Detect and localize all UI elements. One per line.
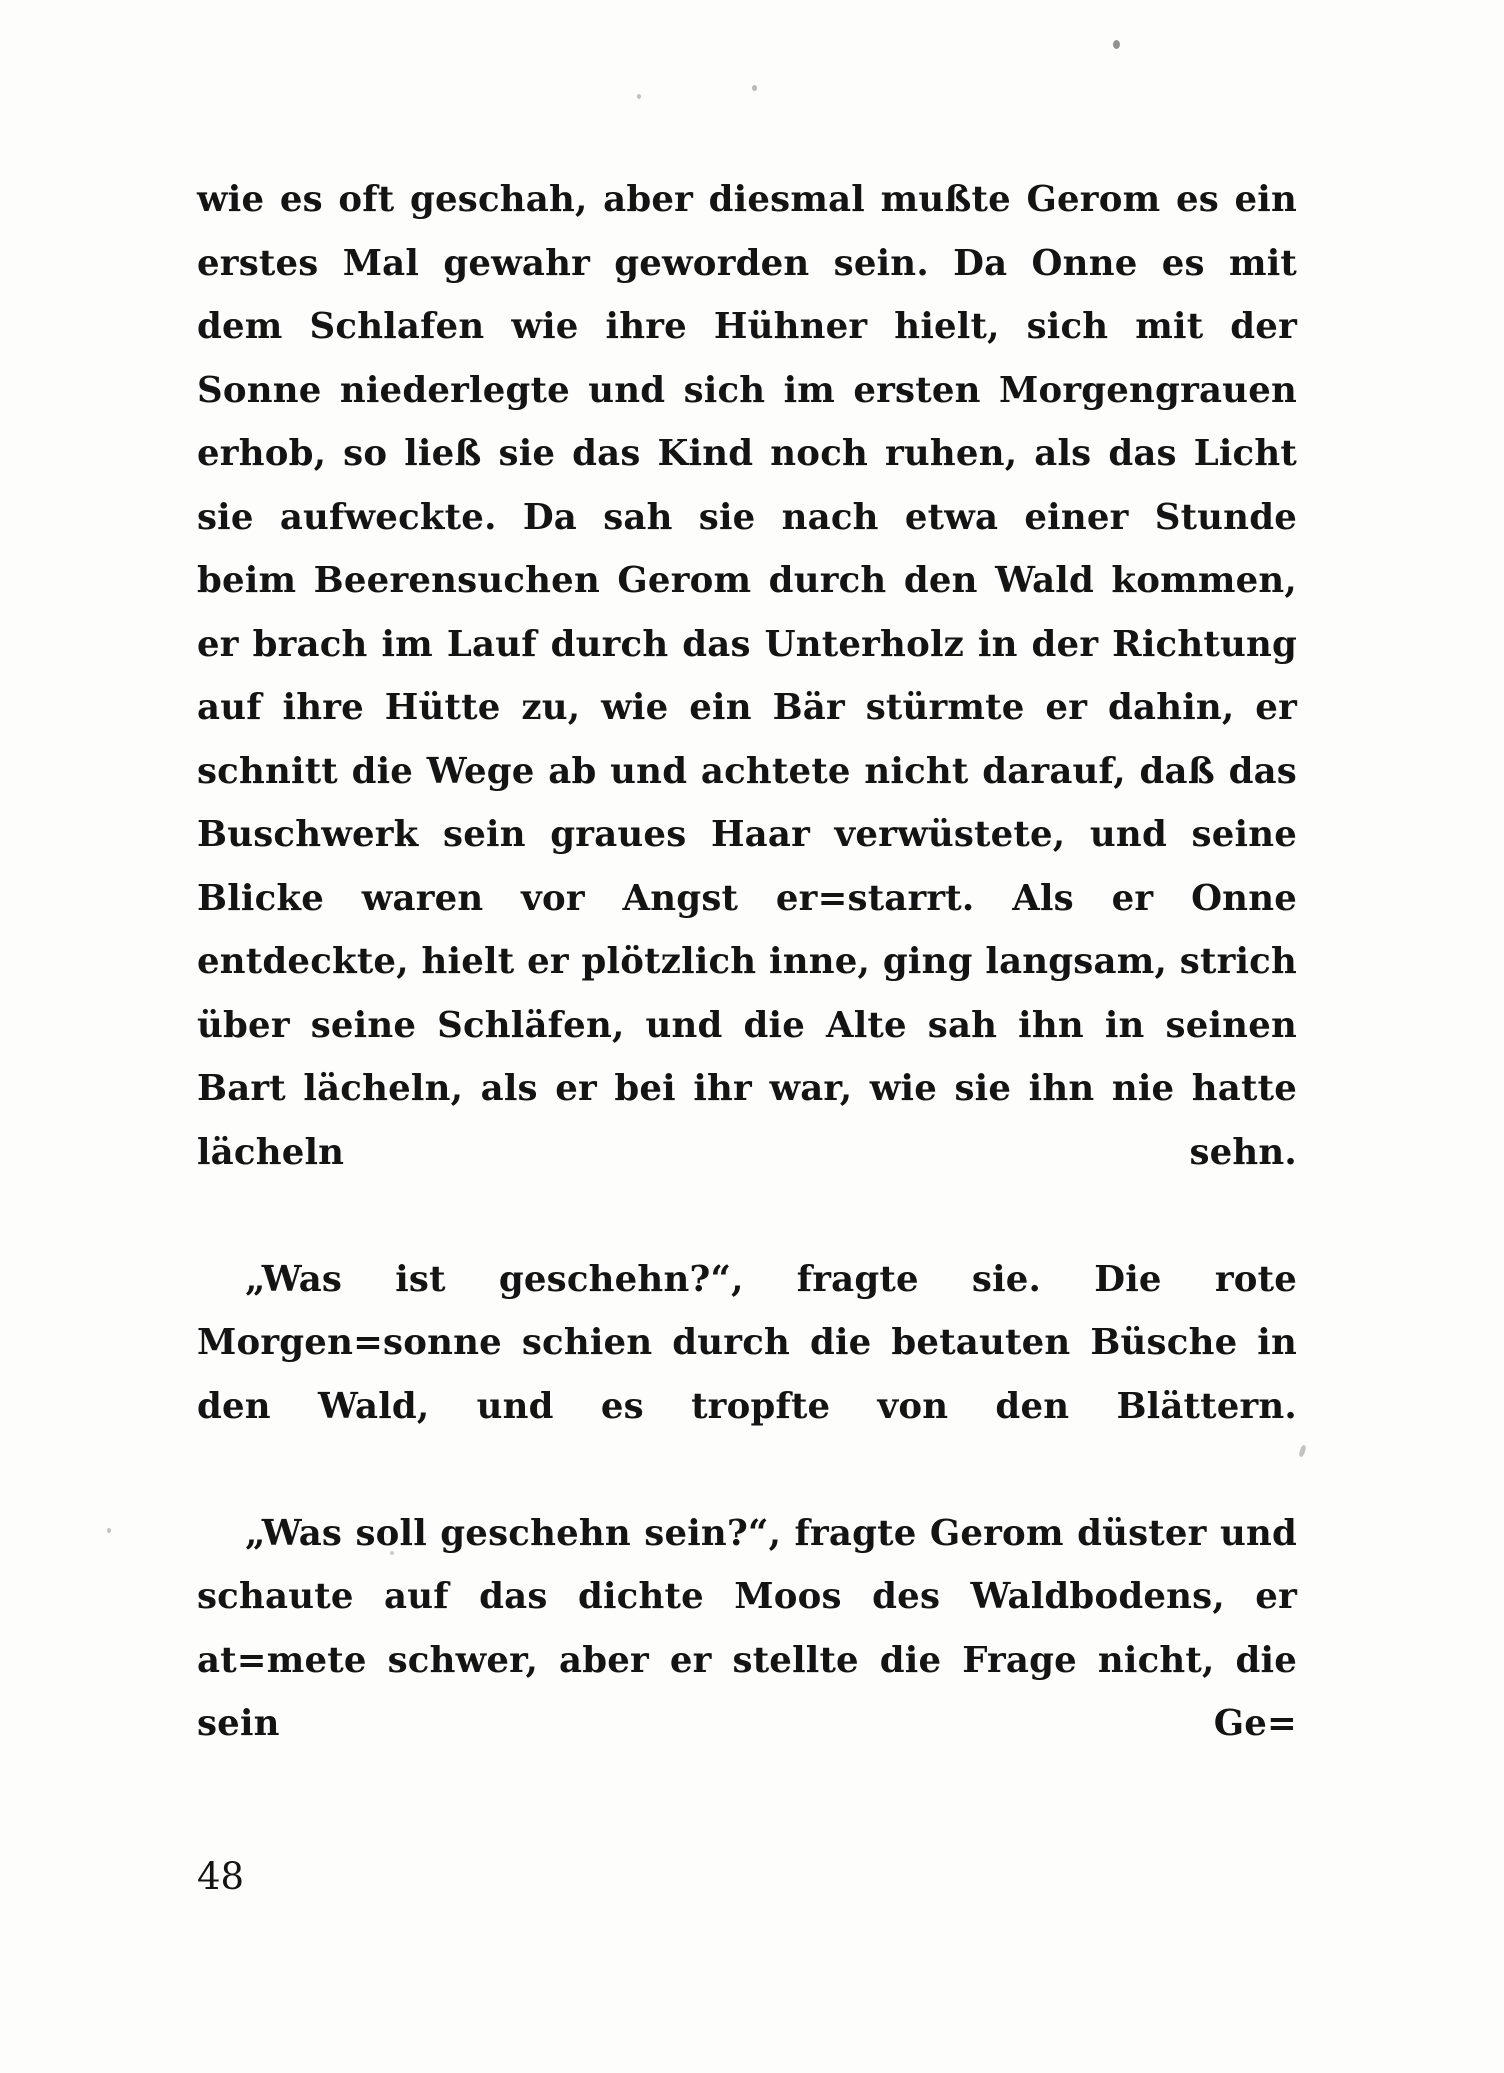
paragraph: „Was ist geschehn?“, fragte sie. Die rote Morgen=sonne schien durch die betauten Büsche in den Wald, und es tropfte von den Blättern. — [197, 1258, 1297, 1427]
scan-speck-icon — [1298, 1445, 1306, 1458]
body-text — [197, 168, 1297, 1819]
page-number: 48 — [197, 1855, 245, 1898]
paragraph: wie es oft geschah, aber diesmal mußte Gerom es ein erstes Mal gewahr geworden sein. Da Onne es mit dem Schlafen wie ihre Hühner hielt, sich mit der Sonne niederlegte und sich im ersten Morgengrauen erhob, so ließ sie das Kind noch ruhen, als das Licht sie aufweckte. Da sah sie nach etwa einer Stunde beim Beerensuchen Gerom durch den Wald kommen, er brach im Lauf durch das Unterholz in der Richtung auf ihre Hütte zu, wie ein Bär stürmte er dahin, er schnitt die Wege ab und achtete nicht darauf, daß das Buschwerk sein graues Haar verwüstete, und seine Blicke waren vor Angst er=starrt. Als er Onne entdeckte, hielt er plötzlich inne, ging langsam, strich über seine Schläfen, und die Alte sah ihn in seinen Bart lächeln, als er bei ihr war, wie sie ihn nie hatte lächeln sehn. — [197, 179, 1297, 1173]
scan-speck-icon — [107, 1528, 111, 1533]
scan-speck-icon — [1113, 40, 1120, 49]
paragraph: „Was soll geschehn sein?“, fragte Gerom düster und schaute auf das dichte Moos des Waldbodens, er at=mete schwer, aber er stellte die Frage nicht, die sein Ge= — [197, 1512, 1297, 1744]
scan-speck-icon — [637, 94, 641, 99]
scan-speck-icon — [752, 85, 757, 91]
